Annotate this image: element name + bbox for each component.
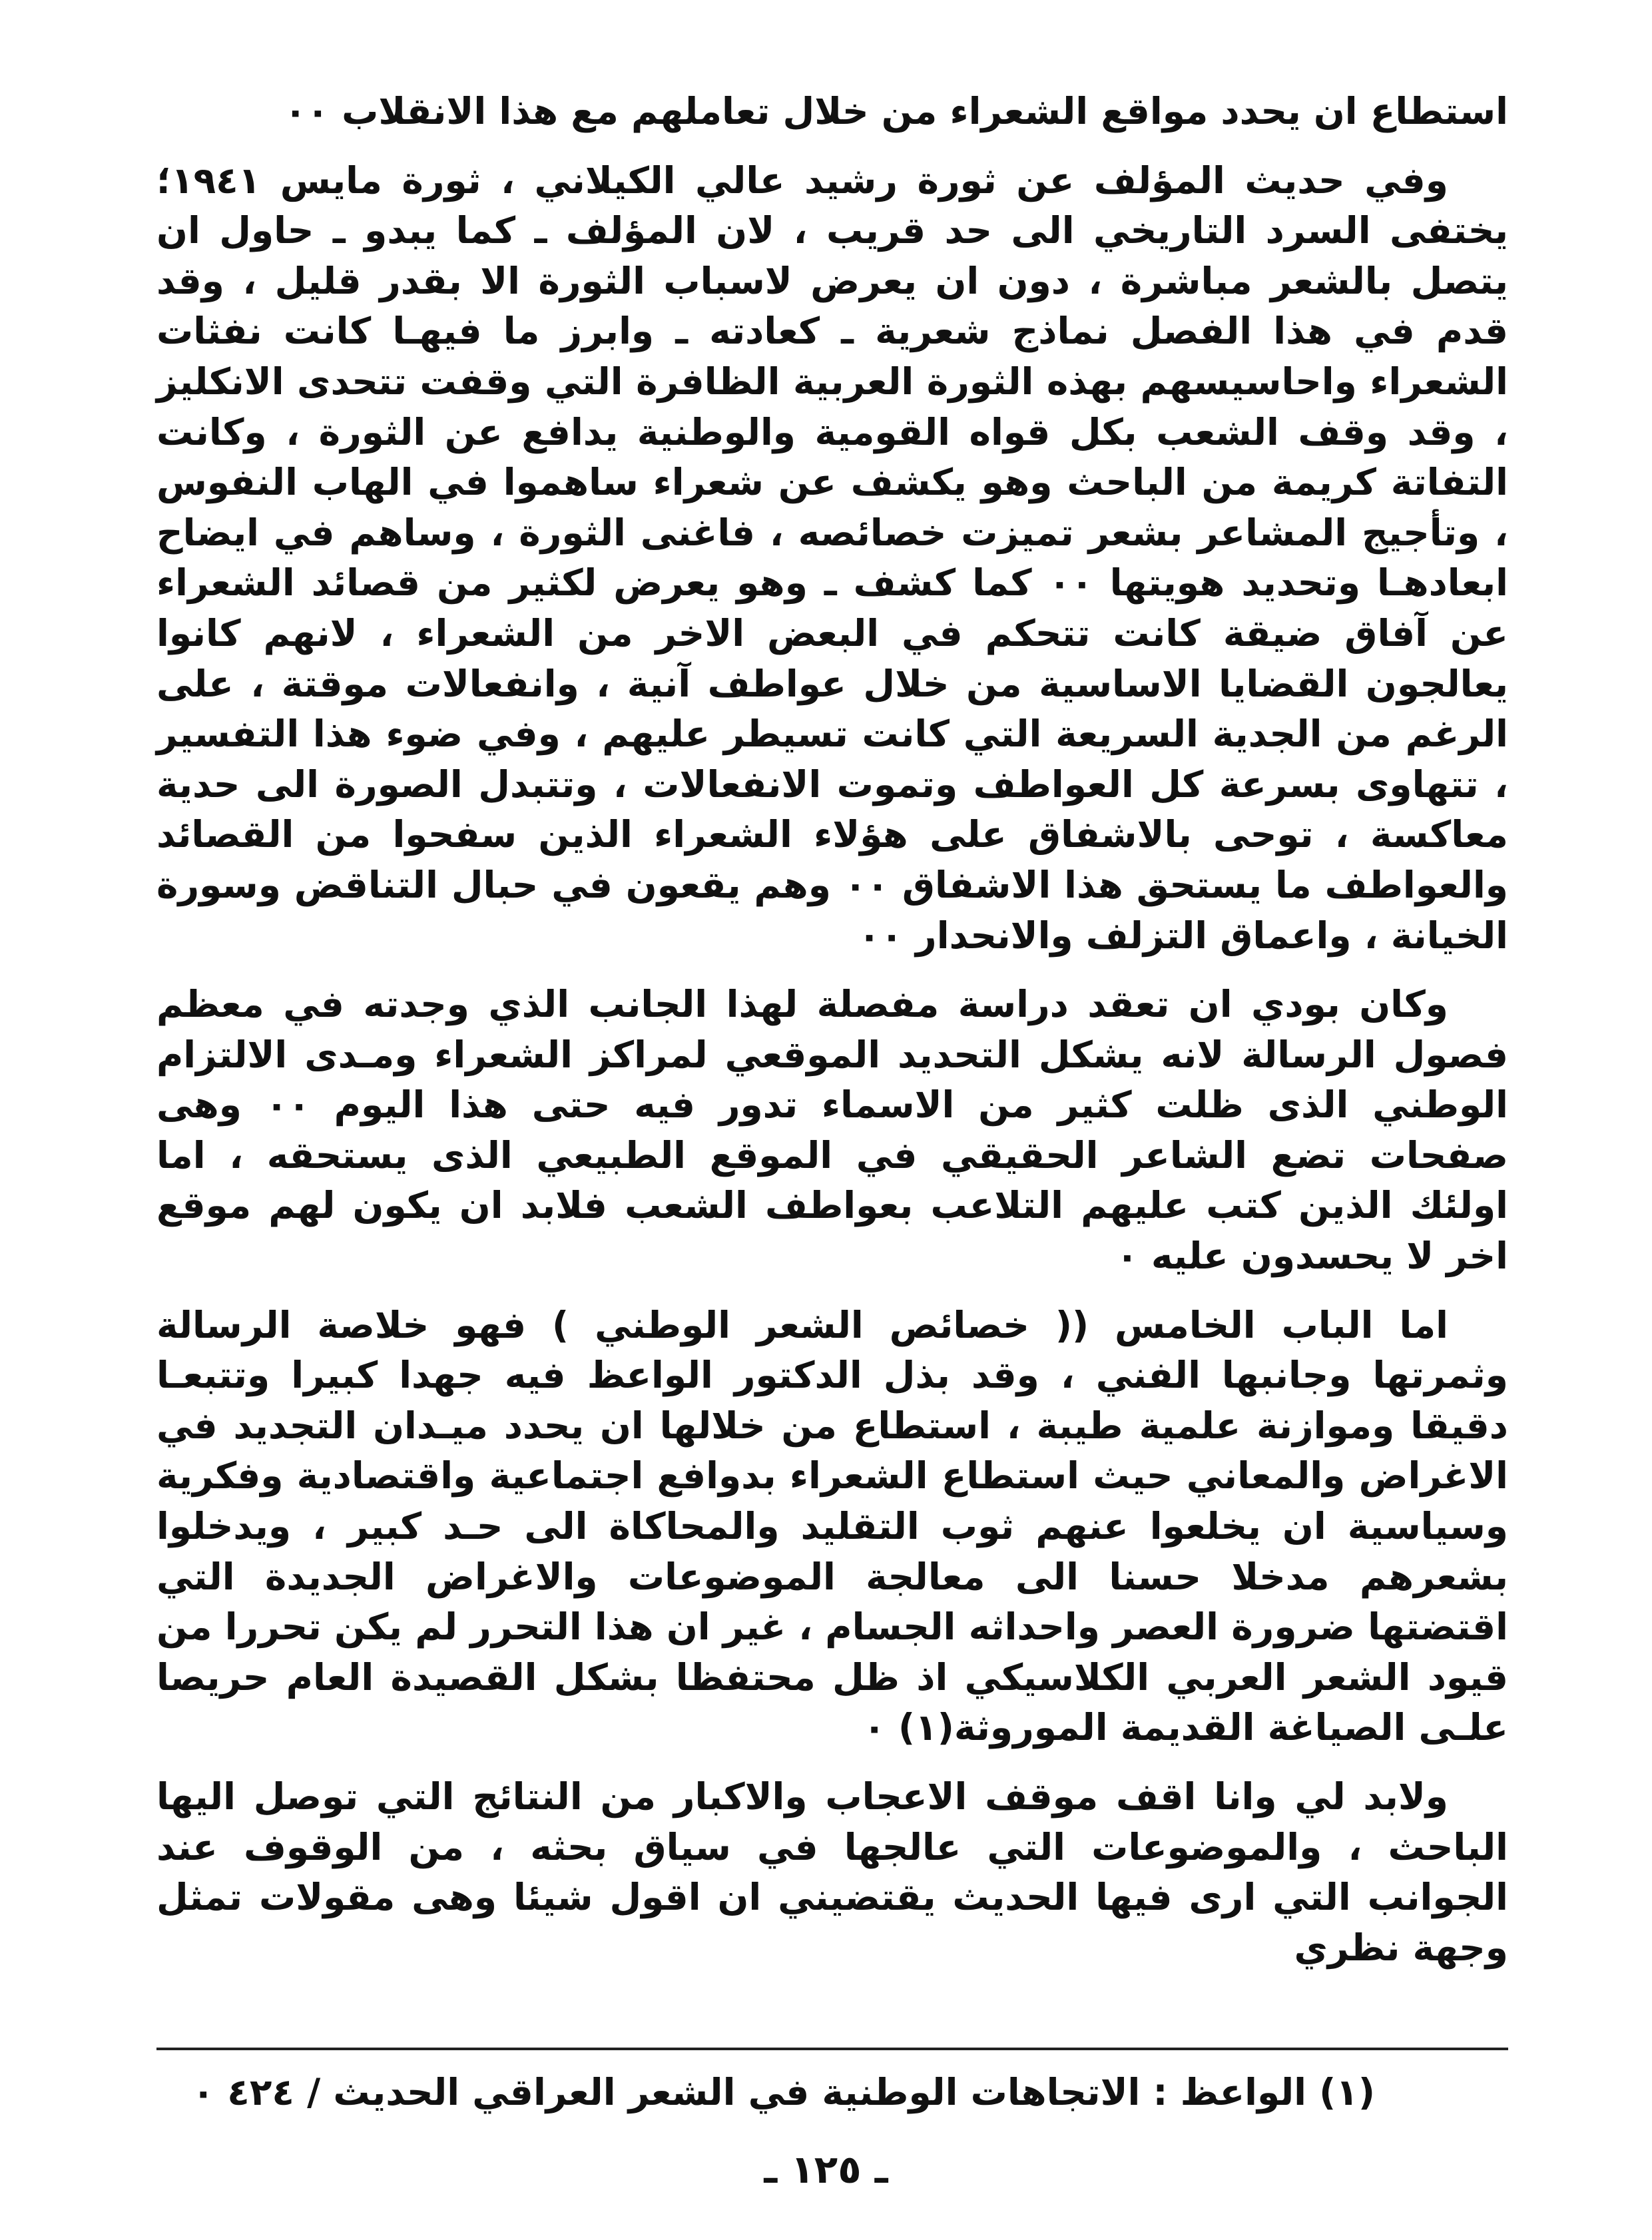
paragraph-detailed-study: وكان بودي ان تعقد دراسة مفصلة لهذا الجانب الذي وجدته في معظم فصول الرسالة لانه يشكل التحديد الموقعي لمراكز الشعراء ومـدى الالتزام الوطني الذى ظلت كثير من الاسماء تدور فيه حتى هذا اليوم ٠٠ وهى صفحات تضع الشاعر الحقيقي في الموقع الطبيعي الذى يستحقه ، اما اولئك الذين كتب عليهم التلاعب بعواطف الشعب فلابد ان يكون لهم موقع اخر لا يحسدون عليه ٠	[156, 983, 1508, 1278]
footnote: (١) الواعظ : الاتجاهات الوطنية في الشعر العراقي الحديث / ٤٢٤ ٠	[192, 2071, 1375, 2113]
paragraph-kilani-revolution: وفي حديث المؤلف عن ثورة رشيد عالي الكيلاني ، ثورة مايس ١٩٤١؛ يختفى السرد التاريخي الى حد قريب ، لان المؤلف ـ كما يبدو ـ حاول ان يتصل بالشعر مباشرة ، دون ان يعرض لاسباب الثورة الا بقدر قليل ، وقد قدم في هذا الفصل نماذج شعرية ـ كعادته ـ وابرز ما فيهـا كانت نفثات الشعراء واحاسيسهم بهذه الثورة العربية الظافرة التي وقفت تتحدى الانكليز ، وقد وقف الشعب بكل قواه القومية والوطنية يدافع عن الثورة ، وكانت التفاتة كريمة من الباحث وهو يكشف عن شعراء ساهموا في الهاب النفوس ، وتأجيج المشاعر بشعر تميزت خصائصه ، فاغنى الثورة ، وساهم في ايضاح ابعادهـا وتحديد هويتها ٠٠ كما كشف ـ وهو يعرض لكثير من قصائد الشعراء عن آفاق ضيقة كانت تتحكم في البعض الاخر من الشعراء ، لانهم كانوا يعالجون القضايا الاساسية من خلال عواطف آنية ، وانفعالات موقتة ، على الرغم من الجدية السريعة التي كانت تسيطر عليهم ، وفي ضوء هذا التفسير ، تتهاوى بسرعة كل العواطف وتموت الانفعالات ، وتتبدل الصورة الى حدية معاكسة ، توحى بالاشفاق على هؤلاء الشعراء الذين سفحوا من القصائد والعواطف ما يستحق هذا الاشفاق ٠٠ وهم يقعون في حبال التناقض وسورة الخيانة ، واعماق التزلف والانحدار ٠٠	[156, 158, 1509, 957]
paragraph-admiration: ولابد لي وانا اقف موقف الاعجاب والاكبار من النتائج التي توصل اليها الباحث ، والموضوعات التي عالجها في سياق بحثه ، من الوقوف عند الجوانب التي ارى فيها الحديث يقتضيني ان اقول شيئا وهى مقولات تمثل وجهة نظري	[156, 1775, 1508, 1969]
paragraph-fifth-chapter: اما الباب الخامس (( خصائص الشعر الوطني ) فهو خلاصة الرسالة وثمرتها وجانبها الفني ، وقد بذل الدكتور الواعظ فيه جهدا كبيرا وتتبعـا دقيقا وموازنة علمية طيبة ، استطاع من خلالها ان يحدد ميـدان التجديد في الاغراض والمعاني حيث استطاع الشعراء بدوافع اجتماعية واقتصادية وفكرية وسياسية ان يخلعوا عنهم ثوب التقليد والمحاكاة الى حـد كبير ، ويدخلوا بشعرهم مدخلا حسنا الى معالجة الموضوعات والاغراض الجديدة التي اقتضتها ضرورة العصر واحداثه الجسام ، غير ان هذا التحرر لم يكن تحررا من قيود الشعر العربي الكلاسيكي اذ ظل محتفظا بشكل القصيدة العام حريصا علـى الصياغة القديمة الموروثة(١) ٠	[156, 1303, 1508, 1749]
page-number: ـ ١٢٥ ـ	[764, 2147, 888, 2192]
body-text	[156, 87, 1508, 1973]
paragraph-continued: استطاع ان يحدد مواقع الشعراء من خلال تعاملهم مع هذا الانقلاب ٠٠	[284, 90, 1508, 133]
footnote-divider	[156, 2048, 1508, 2050]
